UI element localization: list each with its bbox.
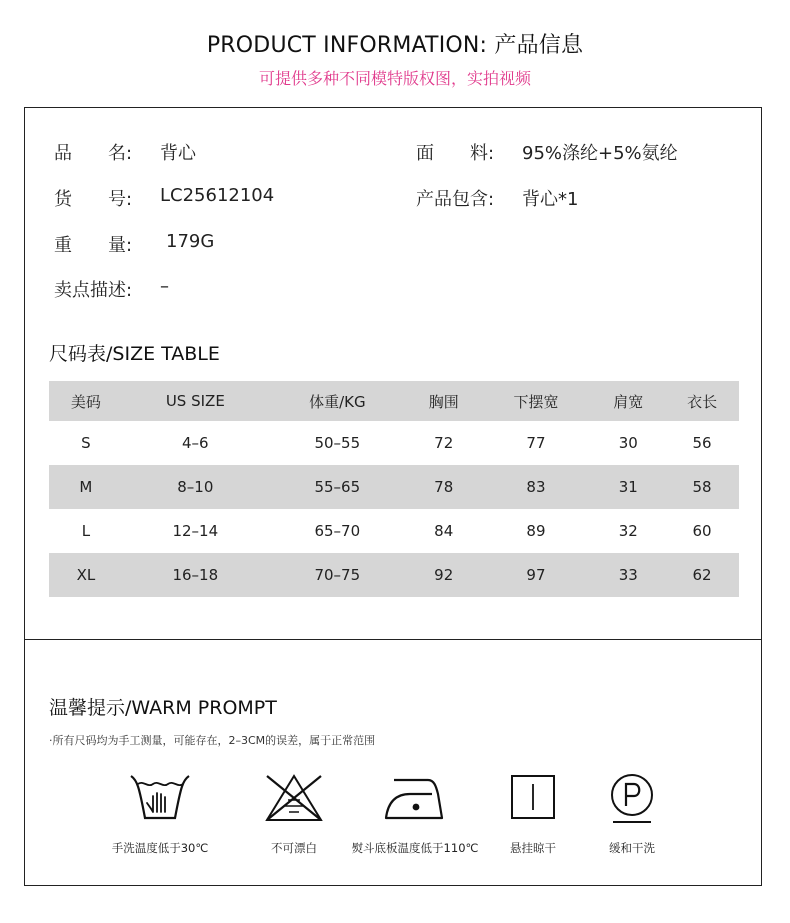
hand-wash-icon [95, 770, 225, 826]
table-cell: 16–18 [172, 566, 219, 584]
table-cell: 97 [526, 566, 546, 584]
table-cell: 92 [434, 566, 454, 584]
item-no-label: 货 号: [54, 189, 133, 210]
table-cell: 4–6 [182, 434, 209, 452]
table-row [49, 553, 739, 597]
no-bleach-icon [229, 770, 359, 826]
table-cell: 78 [434, 478, 454, 496]
table-cell: S [81, 434, 91, 452]
care-label: 悬挂晾干 [510, 841, 556, 855]
name-label: 品 名: [54, 143, 133, 164]
table-row [49, 465, 739, 509]
table-cell: 89 [526, 522, 546, 540]
item-no-value: LC25612104 [160, 185, 275, 206]
size-table [49, 381, 739, 597]
selling-points-value: – [160, 276, 169, 297]
warm-prompt-title: 温馨提示/WARM PROMPT [49, 697, 277, 719]
table-cell: 55–65 [314, 478, 361, 496]
table-header-cell: 胸围 [428, 392, 459, 411]
table-header-cell: 体重/KG [309, 392, 366, 411]
care-item-hand-wash [95, 770, 225, 856]
table-header-cell: 肩宽 [613, 392, 644, 411]
weight-value: 179G [166, 231, 215, 252]
table-cell: 83 [526, 478, 546, 496]
includes-value: 背心*1 [522, 189, 579, 210]
table-row [49, 509, 739, 553]
selling-points-label: 卖点描述: [54, 280, 133, 301]
table-cell: 65–70 [314, 522, 361, 540]
table-row [49, 421, 739, 465]
table-cell: 12–14 [172, 522, 219, 540]
measurement-note: ·所有尺码均为手工测量，可能存在，2–3CM的误差，属于正常范围 [49, 734, 376, 747]
care-item-no-bleach [229, 770, 359, 856]
table-header-cell: 衣长 [687, 392, 718, 411]
care-label: 手洗温度低于30℃ [111, 841, 209, 855]
table-cell: XL [76, 566, 96, 584]
gentle-dry-clean-icon [567, 770, 697, 826]
table-cell: 8–10 [177, 478, 214, 496]
table-cell: 60 [692, 522, 712, 540]
product-info-frame [24, 107, 762, 886]
care-label: 不可漂白 [271, 841, 317, 855]
page-title: PRODUCT INFORMATION: 产品信息 [206, 33, 584, 58]
iron-low-icon [350, 770, 480, 826]
table-cell: M [79, 478, 93, 496]
table-header-cell: US SIZE [165, 392, 225, 410]
table-cell: 32 [618, 522, 638, 540]
table-cell: 30 [618, 434, 638, 452]
table-cell: 70–75 [314, 566, 361, 584]
table-cell: 56 [692, 434, 712, 452]
care-item-dry-clean [567, 770, 697, 856]
material-label: 面 料: [416, 143, 495, 164]
care-item-iron [350, 770, 480, 856]
section-divider [25, 639, 761, 640]
care-label: 缓和干洗 [609, 841, 655, 855]
includes-label: 产品包含: [416, 189, 495, 210]
table-cell: 72 [434, 434, 454, 452]
table-cell: 62 [692, 566, 712, 584]
table-cell: 33 [618, 566, 638, 584]
table-cell: 31 [618, 478, 638, 496]
table-cell: 58 [692, 478, 712, 496]
table-cell: 50–55 [314, 434, 361, 452]
care-label: 熨斗底板温度低于110℃ [351, 841, 479, 855]
table-cell: L [81, 522, 91, 540]
weight-label: 重 量: [54, 235, 133, 256]
page-subtitle: 可提供多种不同模特版权图，实拍视频 [258, 69, 531, 88]
material-value: 95%涤纶+5%氨纶 [522, 143, 678, 164]
table-header-cell: 下摆宽 [513, 392, 559, 411]
table-header-cell: 美码 [70, 392, 101, 411]
table-cell: 84 [434, 522, 454, 540]
size-table-title: 尺码表/SIZE TABLE [49, 343, 220, 365]
name-value: 背心 [160, 143, 196, 164]
size-table-header-row [49, 381, 739, 421]
table-cell: 77 [526, 434, 546, 452]
